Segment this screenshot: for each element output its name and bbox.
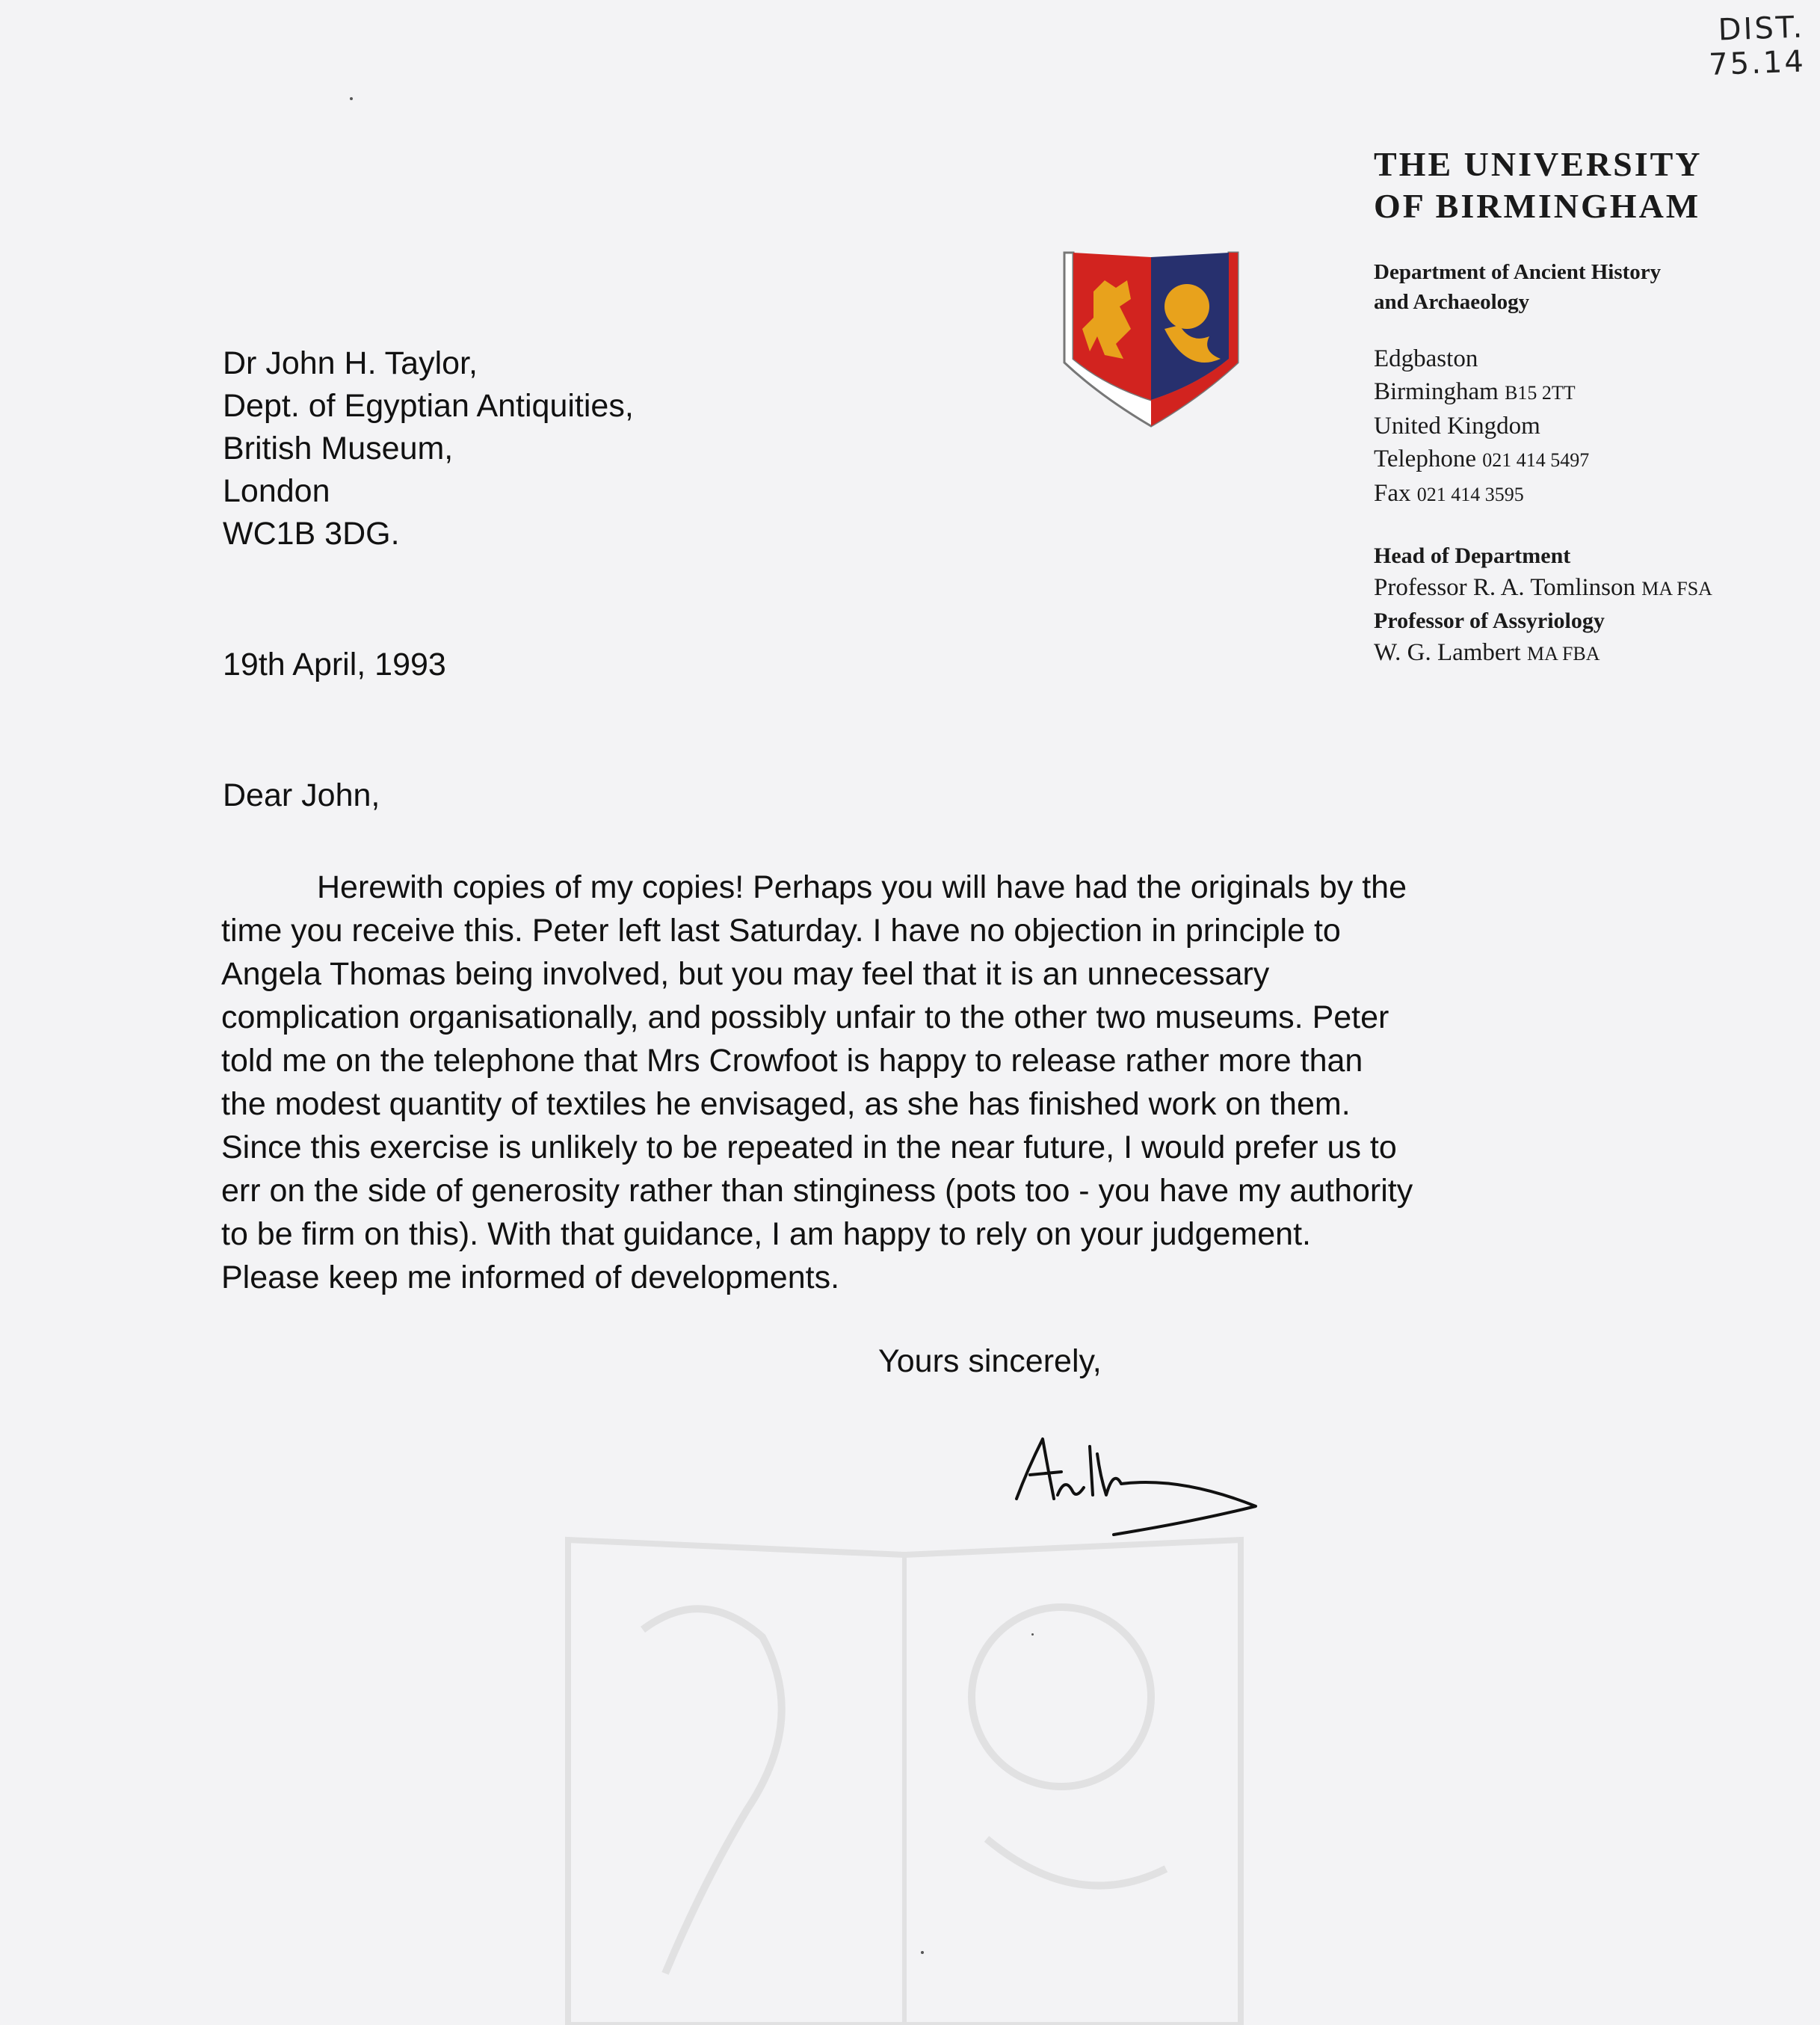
address-line1: Edgbaston [1374, 345, 1478, 372]
body-line: the modest quantity of textiles he envisaged, as she has finished work on them. [221, 1086, 1351, 1122]
university-crest-icon [1060, 247, 1247, 434]
watermark-crest [553, 1525, 1256, 2025]
body-line: to be firm on this). With that guidance, I am happy to rely on your judgement. [221, 1216, 1311, 1252]
department-address [1374, 342, 1815, 511]
address-country: United Kingdom [1374, 413, 1540, 440]
closing: Yours sincerely, [878, 1343, 1102, 1379]
body-line: time you receive this. Peter left last Saturday. I have no objection in principle to [221, 913, 1341, 949]
professor-title: Professor of Assyriology [1374, 608, 1605, 633]
telephone-line: Telephone 021 414 5497 [1374, 446, 1590, 472]
paper-speck [921, 1951, 924, 1954]
postcode: B15 2TT [1505, 382, 1576, 404]
address-city-line: Birmingham B15 2TT [1374, 378, 1576, 405]
body-line: err on the side of generosity rather than stinginess (pots too - you have my authority [221, 1173, 1413, 1209]
fax-number: 021 414 3595 [1416, 484, 1524, 505]
telephone-number: 021 414 5497 [1482, 449, 1590, 471]
head-name-line: Professor R. A. Tomlinson MA FSA [1374, 574, 1712, 601]
fax-line: Fax 021 414 3595 [1374, 480, 1524, 507]
department-name [1374, 257, 1815, 317]
recipient-line: WC1B 3DG. [223, 516, 400, 552]
body-line: told me on the telephone that Mrs Crowfoot is happy to release rather more than [221, 1043, 1363, 1079]
professor-name-line: W. G. Lambert MA FBA [1374, 639, 1600, 666]
body-line: Since this exercise is unlikely to be repeated in the near future, I would prefer us to [221, 1129, 1397, 1165]
head-title: Head of Department [1374, 543, 1571, 568]
recipient-line: London [223, 473, 330, 509]
paper-speck [1031, 1633, 1034, 1636]
recipient-line: Dr John H. Taylor, [223, 345, 478, 381]
body-line: Herewith copies of my copies! Perhaps you will have had the originals by the [317, 869, 1407, 905]
letter-body [221, 866, 1641, 1299]
recipient-line: Dept. of Egyptian Antiquities, [223, 388, 634, 424]
body-line: Please keep me informed of developments. [221, 1260, 840, 1295]
department-line2: and Archaeology [1374, 290, 1530, 314]
university-name-line1: THE UNIVERSITY [1374, 145, 1703, 183]
university-name-line2: OF BIRMINGHAM [1374, 187, 1701, 225]
letterhead [1374, 144, 1815, 670]
university-name [1374, 144, 1815, 227]
recipient-line: British Museum, [223, 431, 454, 466]
body-line: Angela Thomas being involved, but you may feel that it is an unnecessary [221, 956, 1270, 992]
body-line: complication organisationally, and possibly unfair to the other two museums. Peter [221, 999, 1389, 1035]
paper-speck [350, 97, 353, 100]
letter-date: 19th April, 1993 [223, 647, 446, 682]
staff-list [1374, 540, 1815, 670]
department-line1: Department of Ancient History [1374, 260, 1662, 284]
recipient-address [223, 342, 634, 555]
salutation: Dear John, [223, 777, 380, 813]
archive-reference-note: DIST. 75.14 [1708, 10, 1807, 82]
